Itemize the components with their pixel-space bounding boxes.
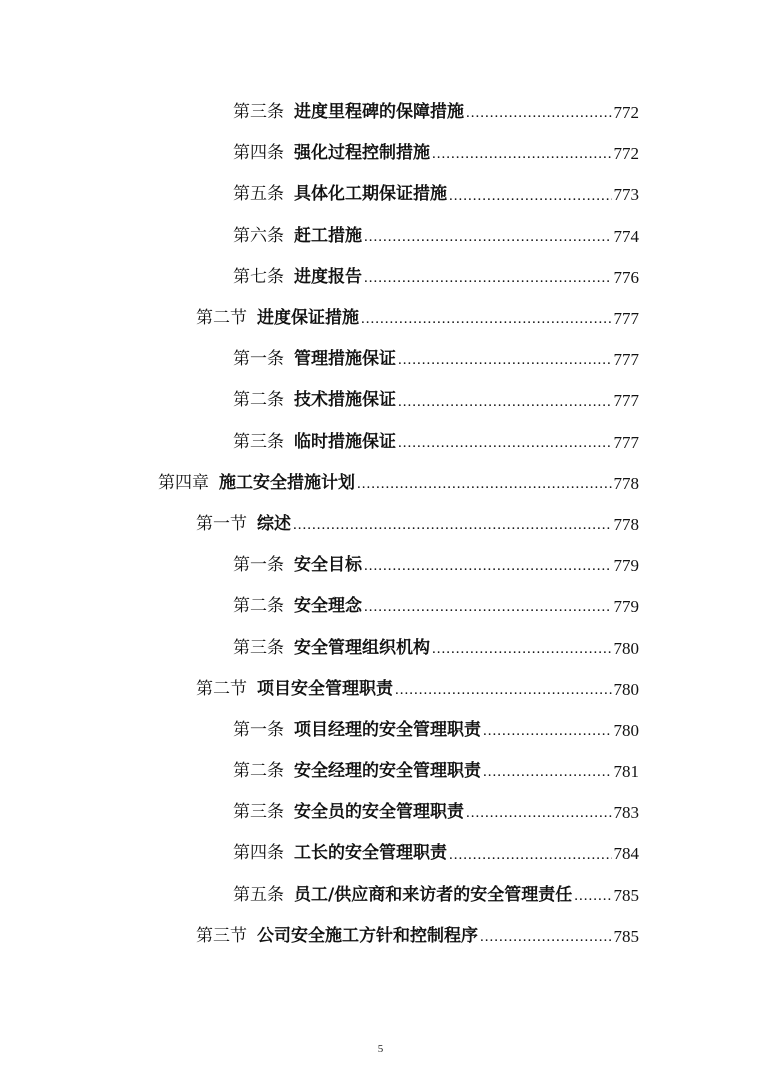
toc-entry-number: 第三条 bbox=[233, 102, 284, 123]
toc-entry-chapter[interactable] bbox=[0, 463, 761, 504]
toc-entry-number: 第三节 bbox=[196, 925, 247, 946]
toc-entry-article[interactable] bbox=[0, 92, 761, 133]
toc-entry-title: 强化过程控制措施 bbox=[294, 143, 430, 164]
toc-entry-number: 第五条 bbox=[233, 884, 284, 905]
toc-dot-leader bbox=[483, 724, 612, 751]
toc-entry-number: 第三条 bbox=[233, 802, 284, 823]
toc-entry-line bbox=[196, 298, 639, 339]
toc-entry-title: 安全员的安全管理职责 bbox=[294, 802, 464, 823]
toc-entry-number: 第四章 bbox=[158, 472, 209, 493]
toc-dot-leader bbox=[483, 765, 612, 792]
toc-entry-page: 777 bbox=[613, 432, 639, 452]
toc-entry-title: 赶工措施 bbox=[294, 225, 362, 246]
toc-entry-number: 第四条 bbox=[233, 843, 284, 864]
toc-entry-number: 第二节 bbox=[196, 678, 247, 699]
toc-dot-leader bbox=[395, 683, 612, 710]
toc-dot-leader bbox=[466, 806, 612, 833]
toc-entry-page: 777 bbox=[613, 391, 639, 411]
toc-dot-leader bbox=[432, 147, 612, 174]
toc-dot-leader bbox=[361, 312, 612, 339]
toc-entry-article[interactable] bbox=[0, 339, 761, 380]
toc-entry-number: 第三条 bbox=[233, 637, 284, 658]
toc-entry-line bbox=[233, 422, 639, 463]
toc-entry-number: 第三条 bbox=[233, 431, 284, 452]
toc-entry-number: 第二条 bbox=[233, 761, 284, 782]
toc-entry-number: 第一节 bbox=[196, 513, 247, 534]
toc-entry-line bbox=[233, 875, 639, 916]
toc-entry-article[interactable] bbox=[0, 174, 761, 215]
toc-entry-page: 778 bbox=[613, 514, 639, 534]
toc-entry-page: 783 bbox=[613, 803, 639, 823]
toc-entry-page: 779 bbox=[613, 556, 639, 576]
toc-entry-article[interactable] bbox=[0, 133, 761, 174]
toc-entry-line bbox=[233, 833, 639, 874]
toc-entry-line bbox=[233, 792, 639, 833]
toc-entry-page: 780 bbox=[613, 720, 639, 740]
toc-entry-title: 员工/供应商和来访者的安全管理责任 bbox=[294, 884, 573, 905]
toc-entry-section[interactable] bbox=[0, 916, 761, 957]
toc-dot-leader bbox=[449, 189, 612, 216]
toc-entry-title: 工长的安全管理职责 bbox=[294, 843, 447, 864]
table-of-contents bbox=[0, 92, 761, 957]
toc-dot-leader bbox=[398, 353, 612, 380]
toc-entry-number: 第七条 bbox=[233, 266, 284, 287]
toc-dot-leader bbox=[364, 559, 612, 586]
toc-entry-line bbox=[233, 710, 639, 751]
toc-entry-line bbox=[158, 463, 639, 504]
toc-entry-title: 管理措施保证 bbox=[294, 349, 396, 370]
toc-entry-line bbox=[233, 174, 639, 215]
toc-entry-number: 第一条 bbox=[233, 349, 284, 370]
toc-entry-article[interactable] bbox=[0, 710, 761, 751]
toc-entry-title: 进度报告 bbox=[294, 266, 362, 287]
toc-entry-article[interactable] bbox=[0, 545, 761, 586]
toc-entry-title: 公司安全施工方针和控制程序 bbox=[257, 925, 478, 946]
toc-entry-line bbox=[233, 627, 639, 668]
page-number: 5 bbox=[377, 1043, 384, 1055]
toc-entry-title: 施工安全措施计划 bbox=[219, 472, 355, 493]
toc-entry-page: 772 bbox=[613, 103, 639, 123]
toc-entry-page: 785 bbox=[613, 926, 639, 946]
toc-entry-article[interactable] bbox=[0, 586, 761, 627]
toc-entry-page: 776 bbox=[613, 267, 639, 287]
toc-entry-number: 第六条 bbox=[233, 225, 284, 246]
toc-entry-line bbox=[233, 216, 639, 257]
toc-entry-title: 安全理念 bbox=[294, 596, 362, 617]
toc-entry-number: 第一条 bbox=[233, 719, 284, 740]
toc-entry-title: 具体化工期保证措施 bbox=[294, 184, 447, 205]
toc-dot-leader bbox=[364, 600, 612, 627]
toc-dot-leader bbox=[480, 930, 612, 957]
toc-entry-page: 784 bbox=[613, 844, 639, 864]
toc-entry-title: 安全经理的安全管理职责 bbox=[294, 761, 481, 782]
toc-entry-page: 779 bbox=[613, 597, 639, 617]
toc-entry-title: 项目经理的安全管理职责 bbox=[294, 719, 481, 740]
toc-entry-title: 综述 bbox=[257, 513, 291, 534]
toc-entry-page: 778 bbox=[613, 473, 639, 493]
toc-entry-article[interactable] bbox=[0, 216, 761, 257]
toc-entry-number: 第二条 bbox=[233, 390, 284, 411]
toc-dot-leader bbox=[466, 106, 612, 133]
toc-entry-title: 进度保证措施 bbox=[257, 308, 359, 329]
toc-entry-line bbox=[233, 545, 639, 586]
toc-entry-page: 772 bbox=[613, 144, 639, 164]
toc-entry-page: 773 bbox=[613, 185, 639, 205]
toc-entry-section[interactable] bbox=[0, 504, 761, 545]
toc-entry-line bbox=[233, 257, 639, 298]
toc-entry-section[interactable] bbox=[0, 298, 761, 339]
toc-entry-number: 第四条 bbox=[233, 143, 284, 164]
toc-entry-article[interactable] bbox=[0, 833, 761, 874]
toc-entry-line bbox=[233, 92, 639, 133]
toc-entry-page: 777 bbox=[613, 309, 639, 329]
toc-entry-article[interactable] bbox=[0, 792, 761, 833]
toc-dot-leader bbox=[357, 477, 612, 504]
toc-entry-line bbox=[233, 339, 639, 380]
toc-entry-page: 774 bbox=[613, 226, 639, 246]
toc-dot-leader bbox=[398, 395, 612, 422]
toc-entry-article[interactable] bbox=[0, 875, 761, 916]
toc-entry-title: 进度里程碑的保障措施 bbox=[294, 102, 464, 123]
toc-entry-title: 技术措施保证 bbox=[294, 390, 396, 411]
toc-entry-line bbox=[196, 669, 639, 710]
toc-entry-title: 安全管理组织机构 bbox=[294, 637, 430, 658]
toc-entry-article[interactable] bbox=[0, 257, 761, 298]
toc-entry-number: 第一条 bbox=[233, 555, 284, 576]
toc-dot-leader bbox=[574, 889, 611, 916]
toc-entry-line bbox=[233, 751, 639, 792]
toc-entry-line bbox=[196, 504, 639, 545]
toc-dot-leader bbox=[449, 848, 612, 875]
toc-entry-page: 780 bbox=[613, 679, 639, 699]
toc-entry-section[interactable] bbox=[0, 669, 761, 710]
toc-entry-page: 781 bbox=[613, 762, 639, 782]
toc-entry-number: 第二条 bbox=[233, 596, 284, 617]
toc-entry-title: 安全目标 bbox=[294, 555, 362, 576]
toc-entry-line bbox=[233, 586, 639, 627]
toc-entry-number: 第二节 bbox=[196, 308, 247, 329]
toc-dot-leader bbox=[293, 518, 612, 545]
toc-entry-title: 临时措施保证 bbox=[294, 431, 396, 452]
toc-entry-article[interactable] bbox=[0, 627, 761, 668]
toc-dot-leader bbox=[364, 230, 612, 257]
toc-entry-line bbox=[196, 916, 639, 957]
toc-entry-article[interactable] bbox=[0, 751, 761, 792]
toc-entry-number: 第五条 bbox=[233, 184, 284, 205]
toc-entry-title: 项目安全管理职责 bbox=[257, 678, 393, 699]
toc-entry-page: 785 bbox=[613, 885, 639, 905]
toc-entry-line bbox=[233, 133, 639, 174]
toc-dot-leader bbox=[398, 436, 612, 463]
toc-dot-leader bbox=[432, 642, 612, 669]
toc-entry-page: 777 bbox=[613, 350, 639, 370]
toc-entry-article[interactable] bbox=[0, 422, 761, 463]
toc-entry-page: 780 bbox=[613, 638, 639, 658]
toc-entry-line bbox=[233, 380, 639, 421]
toc-entry-article[interactable] bbox=[0, 380, 761, 421]
toc-dot-leader bbox=[364, 271, 612, 298]
